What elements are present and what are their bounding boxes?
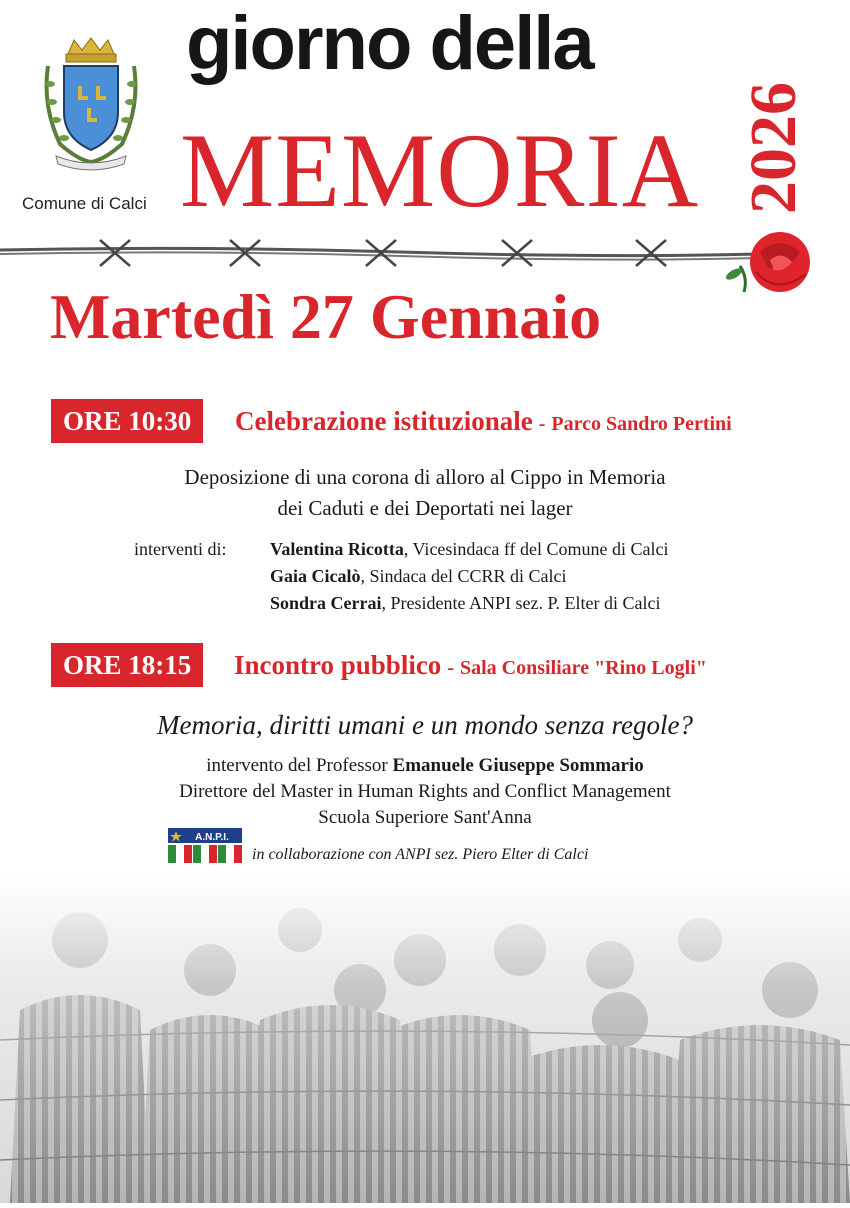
speakers-label: interventi di: [134,539,227,559]
speaker-line [270,593,660,614]
speaker-name: Gaia Cicalò [270,566,361,586]
title-line-1: giorno della [186,1,593,86]
event-2-speaker-line [0,753,850,779]
speaker-name: Emanuele Giuseppe Sommario [392,755,644,776]
event-2-quote: Memoria, diritti umani e un mondo senza regole? [157,710,693,740]
speaker-line [270,566,566,587]
speaker-name: Sondra Cerrai [270,593,382,613]
coat-of-arms-icon [38,36,144,176]
event-1-description-line: Deposizione di una corona di alloro al Cippo in Memoria [184,465,666,489]
event-2-place: Sala Consiliare "Rino Logli" [459,657,707,679]
event-date: Martedì 27 Gennaio [50,281,602,352]
event-1-description [0,462,850,524]
event-2-time-badge: ORE 18:15 [51,643,203,687]
rose-icon [724,232,810,292]
title-line-2: MEMORIA [180,112,700,229]
speaker-role: Direttore del Master in Human Rights and Conflict Management [179,781,671,802]
year-vertical [737,32,810,214]
event-1-place: Parco Sandro Pertini [551,413,732,435]
event-2-speaker-block [0,753,850,831]
event-2-title: Incontro pubblico [234,650,442,680]
speaker-name: Valentina Ricotta [270,539,404,559]
speaker-role: , Sindaca del CCRR di Calci [360,566,567,586]
event-1-title: Celebrazione istituzionale [235,406,533,436]
event-1-separator: - [538,413,546,435]
event-2-separator: - [447,657,454,679]
year-text: 2026 [737,82,810,214]
historical-photo [0,870,850,1203]
anpi-logo-text: A.N.P.I. [195,832,229,843]
speaker-role: , Presidente ANPI sez. P. Elter di Calci [381,593,661,613]
event-1-description-line: dei Caduti e dei Deportati nei lager [277,496,573,520]
speaker-line [270,539,669,560]
collaboration-text: in collaborazione con ANPI sez. Piero Elter di Calci [252,846,589,863]
municipality-name: Comune di Calci [22,194,147,213]
event-1-time-badge: ORE 10:30 [51,399,203,443]
event-2-heading [234,643,707,692]
anpi-logo-icon [168,828,242,864]
speaker-prefix: intervento del Professor [206,755,393,776]
speaker-institution: Scuola Superiore Sant'Anna [318,807,532,828]
speaker-role: , Vicesindaca ff del Comune di Calci [403,539,669,559]
event-1-heading [235,399,732,448]
